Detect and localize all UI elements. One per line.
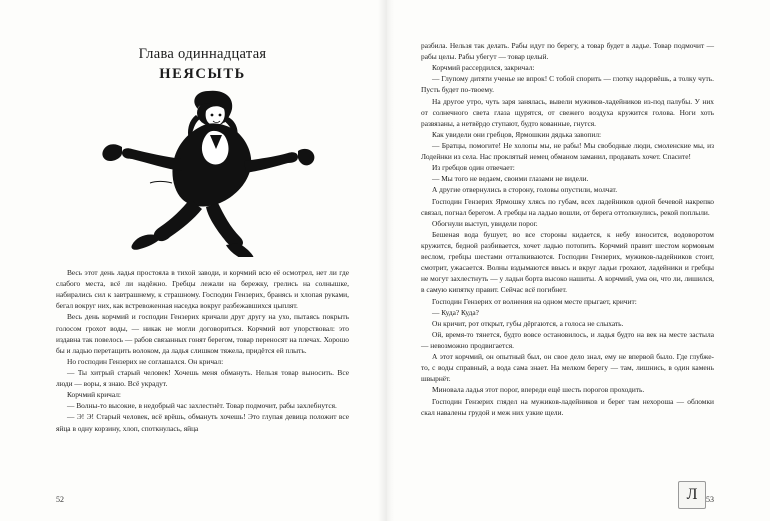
paragraph: Корчмий кричал: (67, 390, 121, 400)
paragraph: разбила. Нельзя так делать. Рабы идут по берегу, а товар будет в ладье. Товар подмочит — рабы целы. Рабы убегут — товар целый. (421, 41, 714, 62)
page-number-left: 52 (56, 495, 64, 504)
paragraph: Господин Гензерих Ярмошку хлясь по губам, всех ладейников одной бечевой накрепко связал, погнал берегом. А гребцы на ладью вошли, от берега оттолкнулись, рекой поплыли. (421, 196, 714, 217)
paragraph: Весь день корчмий и господин Гензерих кричали друг другу на ухо, пытаясь покрыть голосом грохот воды, — никак не могли договориться. Корчмий вот упорствовал: это издавна так повелось — рабов связанных гонят берегом, товар переносят на плечах. Хорошо бы и ладью перетащить волоком, да ладья слишком тяжела, придётся ей плыть. (56, 312, 349, 355)
paragraph: Миновала ладья этот порог, впереди ещё шесть порогов проходить. (432, 385, 645, 395)
paragraph: — Э! Э! Старый человек, всё врёшь, обмануть хочешь! Это глупая девица положит все яйца в одну корзину, хлоп, споткнулась, яйца (56, 412, 349, 433)
left-page-text (56, 267, 349, 434)
paragraph: — Волны-то высокие, в недобрый час захлестнёт. Товар подмочит, рабы захлебнутся. (67, 401, 337, 411)
paragraph: — Ты хитрый старый человек! Хочешь меня обмануть. Нельзя товар выносить. Все люди — воры, я знаю. Всё украдут. (56, 367, 349, 389)
page-number-right: 53 (706, 495, 714, 504)
chapter-illustration (56, 87, 349, 257)
paragraph: Из гребцов один отвечает: (432, 163, 515, 173)
publisher-logo: Л (678, 481, 706, 509)
paragraph: — Братцы, помогите! Не холопы мы, не рабы! Мы свободные люди, смоленские мы, из Лодейнки из села. Нас проклятый немец обманом заманил, продавать хочет. Спасите! (421, 140, 714, 162)
chapter-heading (56, 46, 349, 83)
paragraph: — Глупому дитяти ученье не впрок! С тобой спорить — глотку надорвёшь, а толку чуть. Пусть будет по-твоему. (421, 74, 714, 95)
paragraph: Бешеная вода бушует, во все стороны кидается, к небу взносится, водоворотом кружится, бедной разбивается, хочет ладью потопить. Корчмий правит шестом кормовым веслом, гребцы шестами отталкиваются. Господин Гензерих, мужиков-ладейников стоит, смотрит, ужасается. Волны вздымаются ввысь и вкруг ладьи грохают, ладейники и гребцы не могут захлестнуть — у ладьи борта высоко нашиты. А корчмий, ума он, что ли, лишился, в самую кипятку правит. Сейчас всё погибнет. (421, 229, 714, 295)
chapter-label: Глава одиннадцатая (138, 46, 267, 62)
paragraph: Обогнули выступ, увидели порог. (432, 218, 538, 228)
paragraph: Корчмий рассердился, закричал: (432, 63, 535, 73)
right-page-text (421, 40, 714, 418)
paragraph: Как увидели они гребцов, Ярмошкин дядька завопил: (432, 129, 602, 139)
paragraph: — Куда? Куда? (432, 307, 479, 317)
paragraph: Ой, время-то тянется, будто вовсе остановилось, и ладья будто на век на месте застыла — невозможно продвигается. (421, 329, 714, 350)
paragraph: На другое утро, чуть заря занялась, вывели мужиков-ладейников из-под палубы. У них от солнечного света глаза щурятся, от свежего воздуха кружится голова. Ноги хоть развязаны, а нетвёрдо ступают, будто кованные, гнутся. (421, 96, 714, 128)
paragraph: А другие отвернулись в сторону, головы опустили, молчат. (432, 185, 618, 195)
running-figure-illustration (78, 87, 328, 257)
paragraph: Господин Гензерих от волнения на одном месте прыгает, кричит: (432, 296, 637, 306)
paragraph: А этот корчмий, он опытный был, он свое дело знал, ему не впервой было. Где глубже-то, с воды справный, а вода сама знает. На мелком берегу — там, лишнись, в один камень швырнёт. (421, 352, 714, 384)
paragraph: Но господин Гензерих не соглашался. Он кричал: (67, 356, 224, 366)
paragraph: Господин Гензерих глядел на мужиков-ладейников и берег там нехороша — обломки скал навалены грудой и меж них узкие щели. (421, 396, 714, 417)
paragraph: Весь этот день ладья простояла в тихой заводи, и корчмий всю её осмотрел, нет ли где слабого места, всё ли надёжно. Гребцы лежали на бережку, грелись на солнышке, набирались сил к завтрашнему, к страшному. Господин Гензерих, бранясь и хлопая руками, бегал вокруг них, как встревоженная наседка вокруг разбежавшихся цыплят. (56, 268, 349, 311)
chapter-title: НЕЯСЫТЬ (159, 66, 246, 82)
paragraph: Он кричит, рот открыт, губы дёргаются, а голоса не слыхать. (432, 318, 624, 328)
paragraph: — Мы того не ведаем, своими глазами не видели. (432, 174, 589, 184)
right-page (385, 0, 770, 521)
